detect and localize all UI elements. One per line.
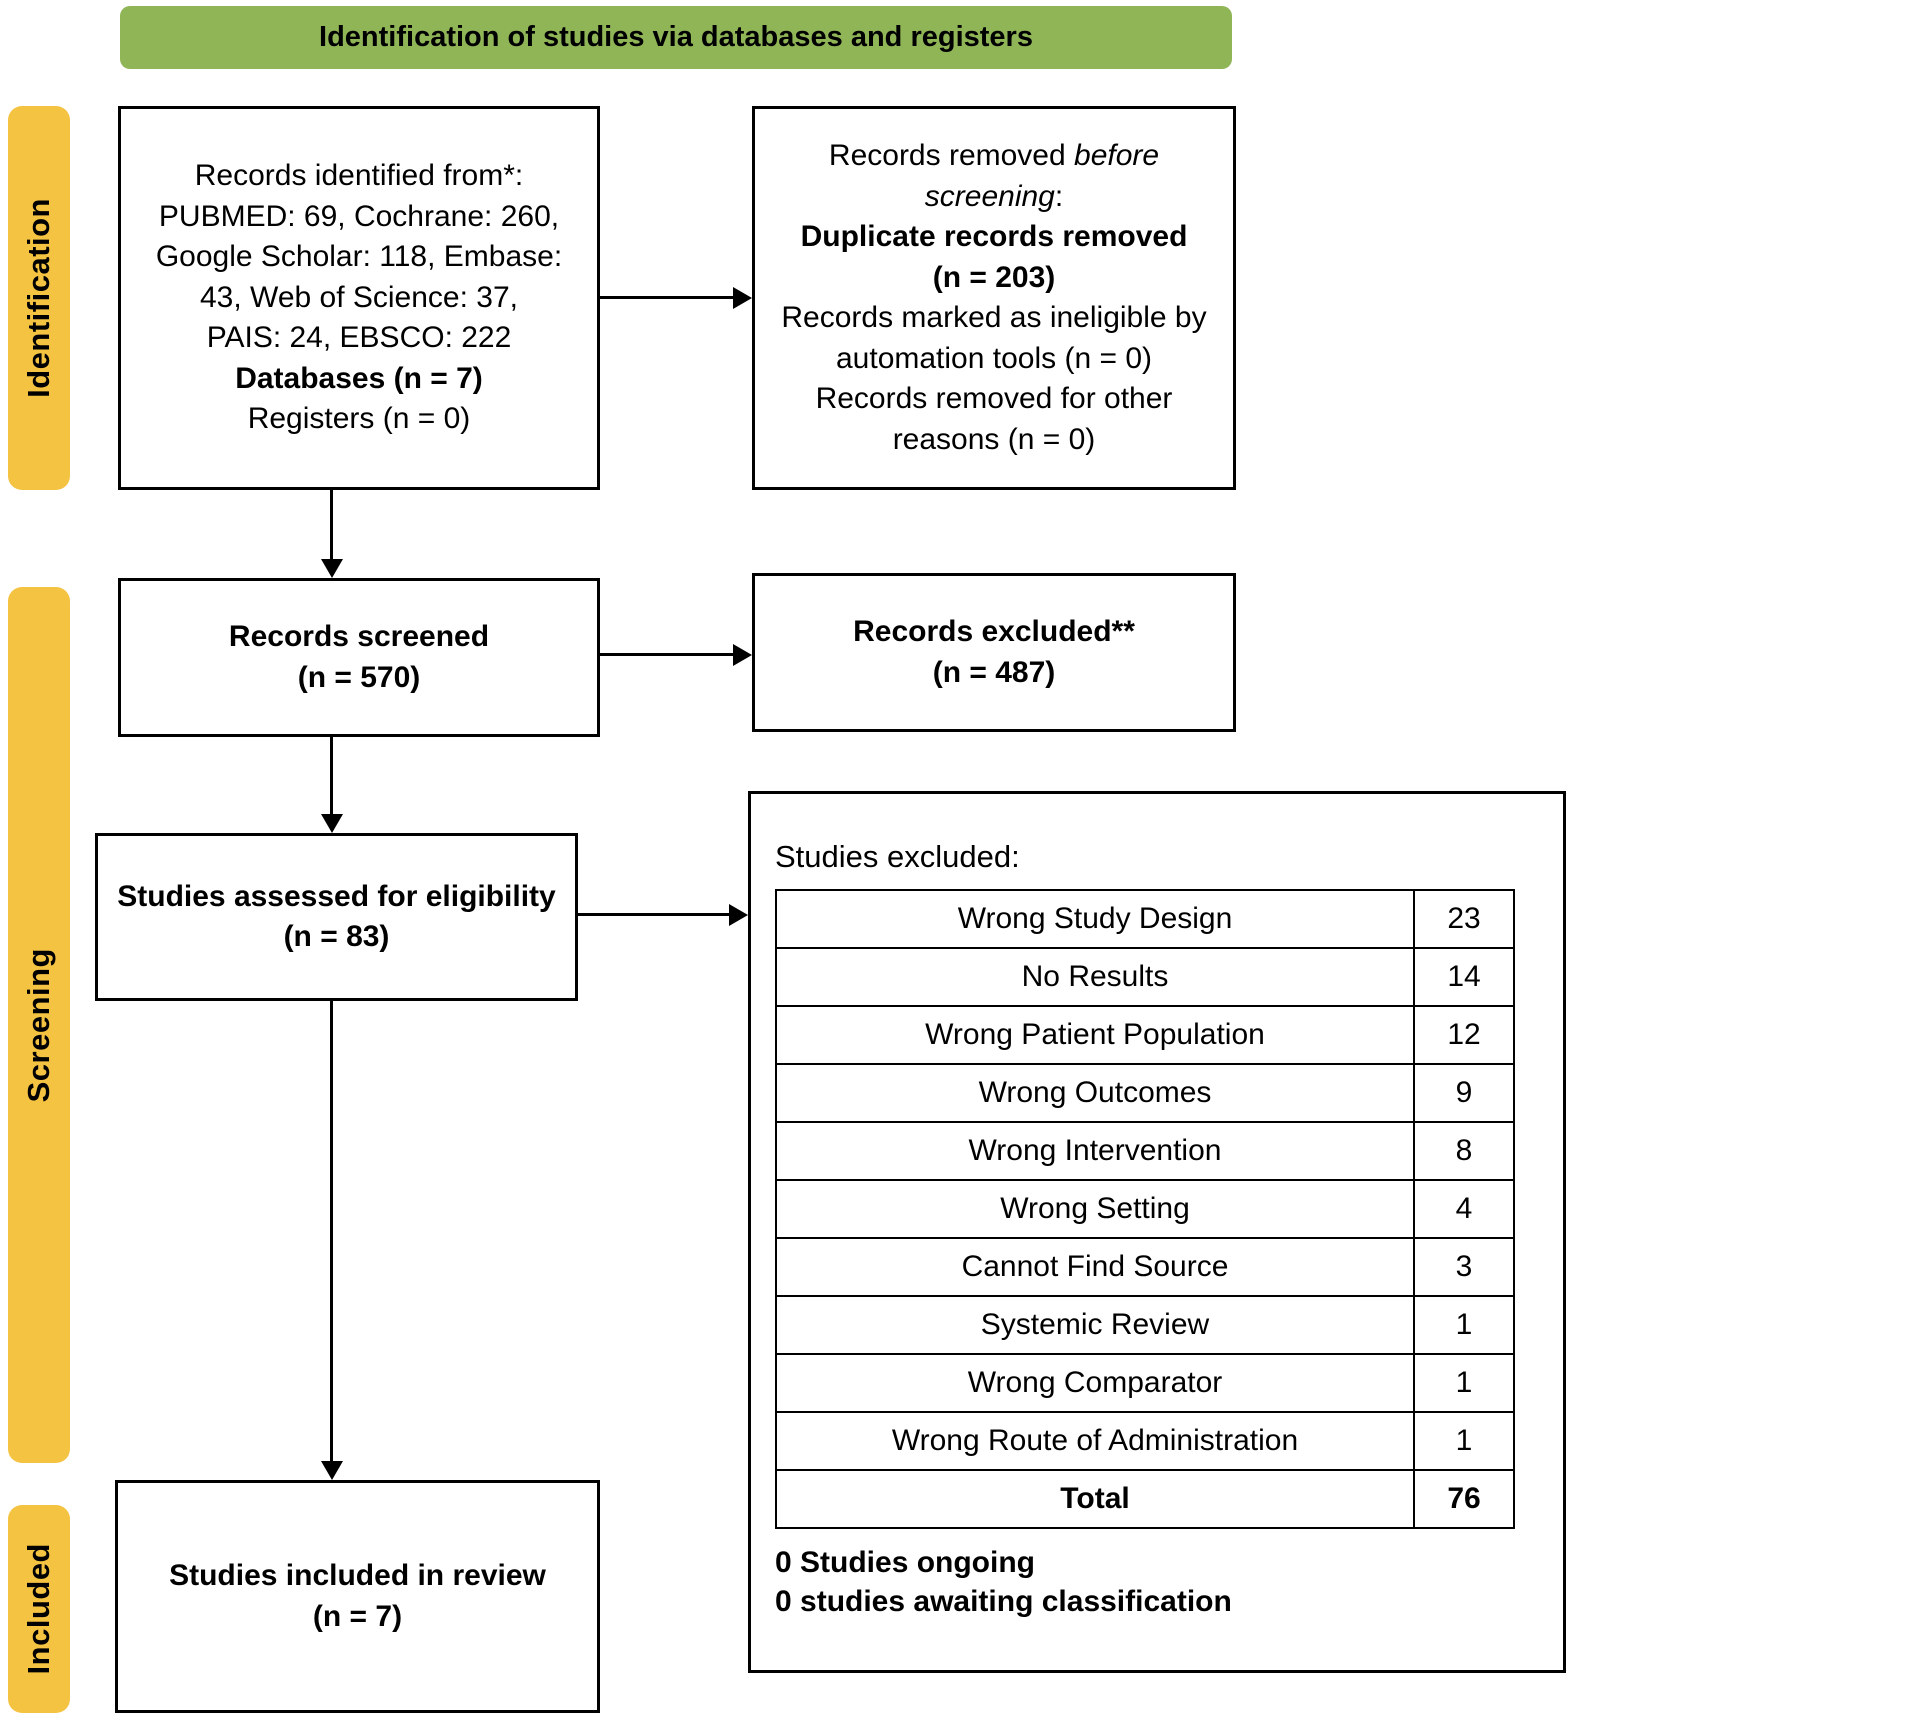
- exclusion-count: 8: [1414, 1122, 1514, 1180]
- exclusion-reason: Systemic Review: [776, 1296, 1414, 1354]
- box-studies-excluded-detail: [748, 791, 1566, 1673]
- arrow-assessed-to-excluded-detail-head-icon: [729, 904, 748, 926]
- records-removed-intro-2: screening:: [924, 179, 1064, 213]
- box-records-identified: [118, 106, 600, 490]
- records-removed-intro-1: Records removed before: [828, 139, 1160, 172]
- arrow-screened-to-assessed-line: [330, 737, 333, 815]
- duplicates-removed-count: (n = 203): [932, 260, 1056, 294]
- studies-excluded-title: Studies excluded:: [775, 839, 1020, 874]
- exclusion-row: [776, 1354, 1514, 1412]
- arrow-identified-to-screened-head-icon: [321, 559, 343, 578]
- exclusion-row: [776, 1064, 1514, 1122]
- exclusion-count: 1: [1414, 1412, 1514, 1470]
- exclusion-row: [776, 890, 1514, 948]
- arrow-assessed-to-excluded-detail-line: [578, 913, 731, 916]
- other-reasons-2: reasons (n = 0): [892, 422, 1096, 456]
- exclusion-row: [776, 1006, 1514, 1064]
- box-records-excluded: [752, 573, 1236, 732]
- records-identified-intro: Records identified from*:: [194, 159, 524, 193]
- box-studies-assessed: [95, 833, 578, 1001]
- exclusion-count: 14: [1414, 948, 1514, 1006]
- header-banner: [120, 6, 1232, 69]
- box-records-screened: [118, 578, 600, 737]
- exclusion-row: [776, 1238, 1514, 1296]
- duplicates-removed-label: Duplicate records removed: [800, 220, 1188, 253]
- automation-ineligible-2: automation tools (n = 0): [835, 341, 1152, 375]
- exclusion-count: 3: [1414, 1238, 1514, 1296]
- exclusion-reason: Wrong Comparator: [776, 1354, 1414, 1412]
- arrow-identified-to-removed-line: [600, 296, 735, 299]
- exclusion-total-count: 76: [1414, 1470, 1514, 1528]
- studies-assessed-count: (n = 83): [283, 920, 390, 953]
- records-screened-label: Records screened: [228, 620, 490, 653]
- exclusion-count: 12: [1414, 1006, 1514, 1064]
- exclusion-count: 9: [1414, 1064, 1514, 1122]
- stage-label-identification: [8, 106, 70, 490]
- records-screened-count: (n = 570): [297, 660, 421, 694]
- studies-included-count: (n = 7): [312, 1599, 403, 1633]
- exclusion-count: 23: [1414, 890, 1514, 948]
- stage-label-included-text: Included: [21, 1543, 56, 1675]
- arrow-identified-to-removed-head-icon: [733, 287, 752, 309]
- exclusion-count: 1: [1414, 1296, 1514, 1354]
- exclusion-count: 4: [1414, 1180, 1514, 1238]
- exclusion-total-label: Total: [776, 1470, 1414, 1528]
- records-identified-sources-2: Google Scholar: 118, Embase:: [155, 240, 563, 274]
- exclusion-reasons-table: [775, 889, 1515, 1529]
- arrow-identified-to-screened-line: [330, 490, 333, 562]
- exclusion-reason: Wrong Route of Administration: [776, 1412, 1414, 1470]
- exclusion-reason: Wrong Outcomes: [776, 1064, 1414, 1122]
- exclusion-row: [776, 1122, 1514, 1180]
- exclusion-count: 1: [1414, 1354, 1514, 1412]
- exclusion-reason: Wrong Setting: [776, 1180, 1414, 1238]
- exclusion-total-row: [776, 1470, 1514, 1528]
- arrow-assessed-to-included-head-icon: [321, 1461, 343, 1480]
- arrow-screened-to-excluded-head-icon: [733, 644, 752, 666]
- automation-ineligible-1: Records marked as ineligible by: [781, 301, 1207, 334]
- records-excluded-label: Records excluded**: [853, 615, 1135, 648]
- records-identified-registers: Registers (n = 0): [247, 402, 471, 436]
- exclusion-row: [776, 1412, 1514, 1470]
- exclusion-reason: Cannot Find Source: [776, 1238, 1414, 1296]
- awaiting-classification-note: 0 studies awaiting classification: [775, 1585, 1232, 1618]
- exclusion-reason: Wrong Patient Population: [776, 1006, 1414, 1064]
- exclusion-row: [776, 948, 1514, 1006]
- box-studies-included: [115, 1480, 600, 1713]
- box-records-removed: [752, 106, 1236, 490]
- exclusion-row: [776, 1296, 1514, 1354]
- studies-included-label: Studies included in review: [169, 1559, 546, 1592]
- studies-ongoing-note: 0 Studies ongoing: [775, 1546, 1035, 1579]
- records-identified-databases: Databases (n = 7): [235, 361, 483, 395]
- records-identified-sources-1: PUBMED: 69, Cochrane: 260,: [158, 199, 560, 233]
- other-reasons-1: Records removed for other: [815, 382, 1173, 415]
- studies-assessed-label: Studies assessed for eligibility: [117, 879, 556, 913]
- records-excluded-count: (n = 487): [932, 655, 1056, 689]
- exclusion-reason: Wrong Intervention: [776, 1122, 1414, 1180]
- arrow-assessed-to-included-line: [330, 1001, 333, 1464]
- records-identified-sources-4: PAIS: 24, EBSCO: 222: [206, 321, 512, 355]
- arrow-screened-to-excluded-line: [600, 653, 735, 656]
- exclusion-reason: Wrong Study Design: [776, 890, 1414, 948]
- header-title: Identification of studies via databases and registers: [319, 21, 1033, 53]
- arrow-screened-to-assessed-head-icon: [321, 814, 343, 833]
- stage-label-screening: [8, 587, 70, 1463]
- exclusion-row: [776, 1180, 1514, 1238]
- exclusion-reason: No Results: [776, 948, 1414, 1006]
- records-identified-sources-3: 43, Web of Science: 37,: [200, 280, 518, 314]
- stage-label-identification-text: Identification: [21, 198, 56, 398]
- stage-label-screening-text: Screening: [21, 947, 56, 1103]
- stage-label-included: [8, 1505, 70, 1713]
